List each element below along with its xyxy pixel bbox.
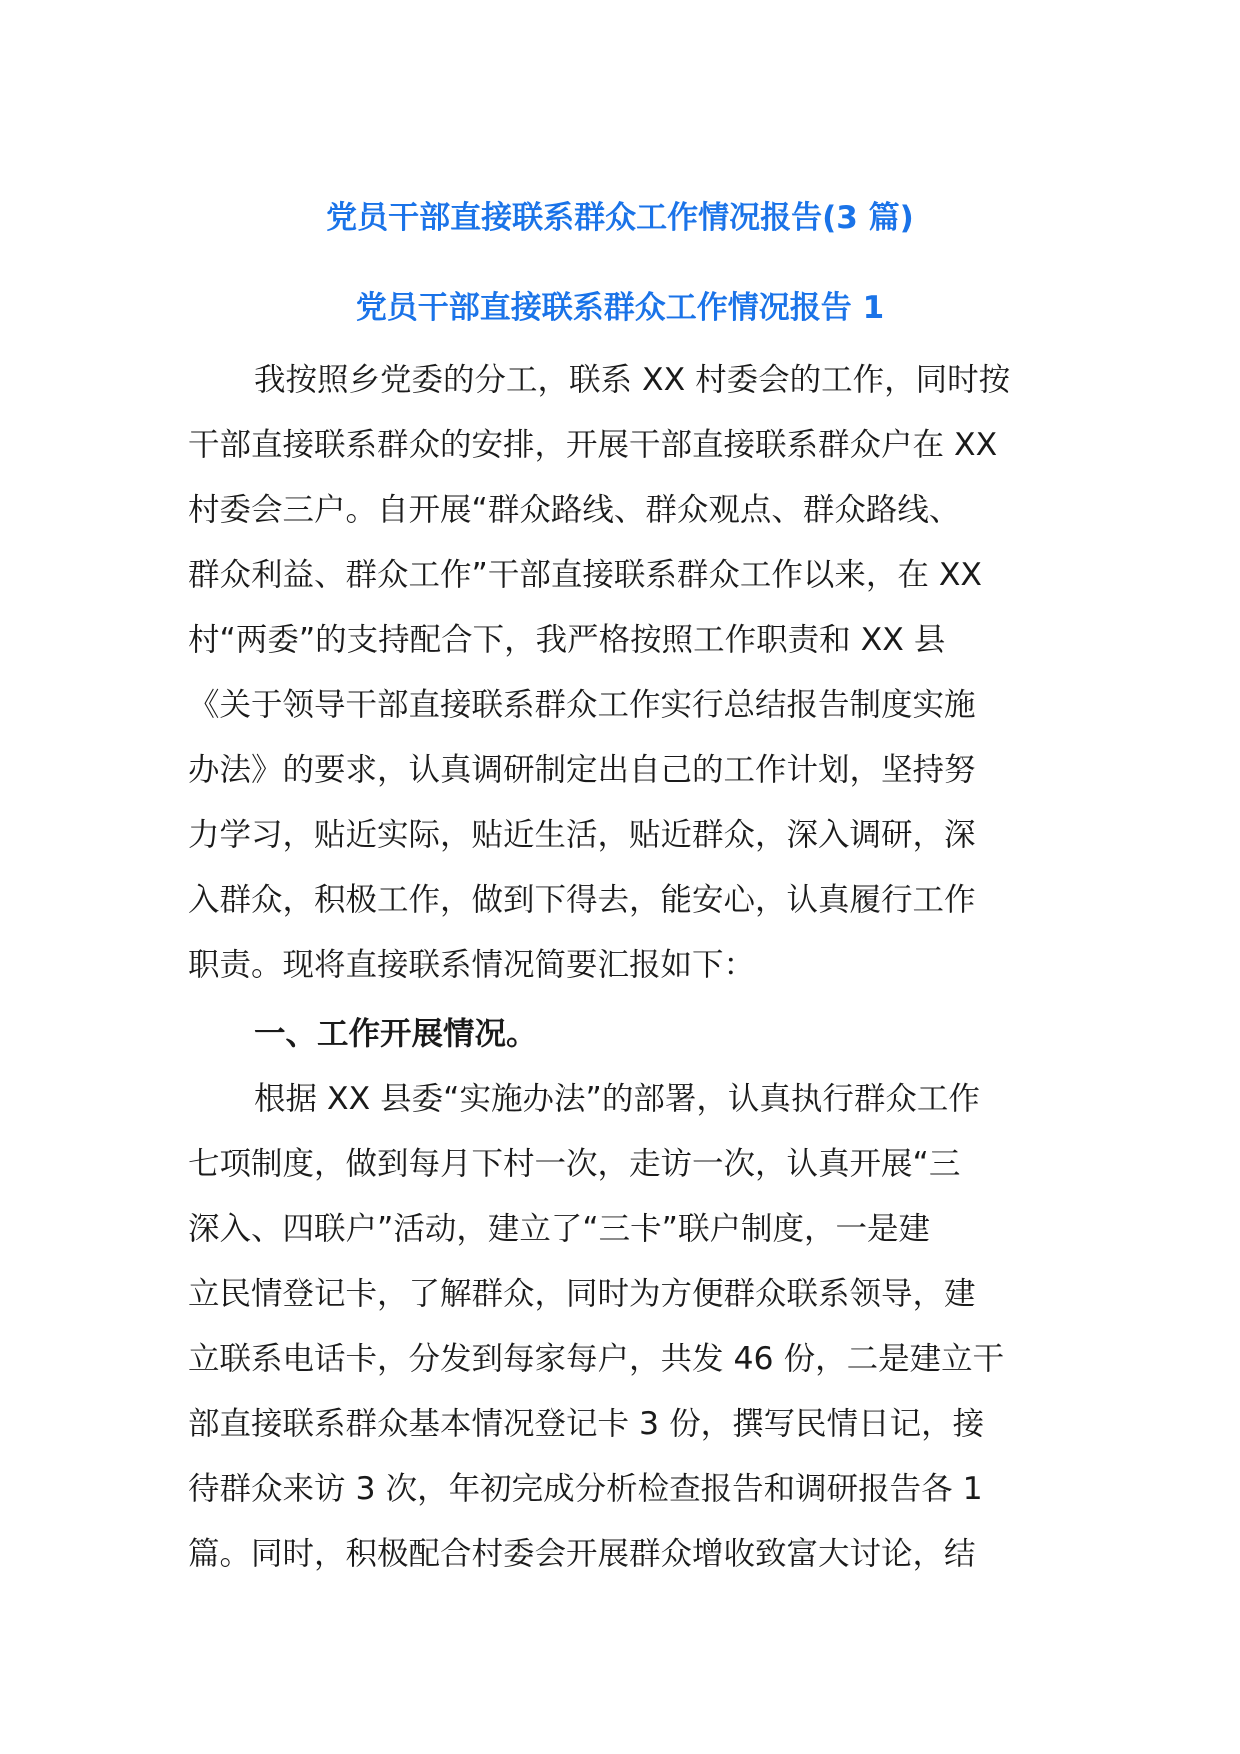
paragraph-line: 职责。现将直接联系情况简要汇报如下： [188, 947, 756, 983]
paragraph-line: 立联系电话卡，分发到每家每户，共发 46 份，二是建立干 [188, 1341, 1005, 1377]
paragraph-line: 根据 XX 县委“实施办法”的部署，认真执行群众工作 [254, 1081, 980, 1117]
paragraph-line: 我按照乡党委的分工，联系 XX 村委会的工作，同时按 [254, 362, 1011, 398]
paragraph-line: 办法》的要求，认真调研制定出自己的工作计划，坚持努 [188, 752, 976, 788]
intro-paragraph [188, 348, 1055, 998]
paragraph-line: 村委会三户。自开展“群众路线、群众观点、群众路线、 [188, 492, 961, 528]
document-title: 党员干部直接联系群众工作情况报告(3 篇) [326, 200, 914, 236]
section-one-paragraph [188, 1067, 1055, 1587]
document-subtitle: 党员干部直接联系群众工作情况报告 1 [355, 290, 885, 326]
paragraph-line: 七项制度，做到每月下村一次，走访一次，认真开展“三 [188, 1146, 961, 1182]
paragraph-line: 入群众，积极工作，做到下得去，能安心，认真履行工作 [188, 882, 976, 918]
paragraph-line: 《关于领导干部直接联系群众工作实行总结报告制度实施 [188, 687, 976, 723]
section-heading: 一、工作开展情况。 [254, 1016, 538, 1052]
paragraph-line: 立民情登记卡，了解群众，同时为方便群众联系领导，建 [188, 1276, 976, 1312]
paragraph-line: 篇。同时，积极配合村委会开展群众增收致富大讨论，结 [188, 1536, 976, 1572]
paragraph-line: 村“两委”的支持配合下，我严格按照工作职责和 XX 县 [188, 622, 946, 658]
paragraph-line: 深入、四联户”活动，建立了“三卡”联户制度，一是建 [188, 1211, 930, 1247]
paragraph-line: 待群众来访 3 次，年初完成分析检查报告和调研报告各 1 [188, 1471, 983, 1507]
paragraph-line: 部直接联系群众基本情况登记卡 3 份，撰写民情日记，接 [188, 1406, 985, 1442]
paragraph-line: 力学习，贴近实际，贴近生活，贴近群众，深入调研，深 [188, 817, 976, 853]
paragraph-line: 群众利益、群众工作”干部直接联系群众工作以来，在 XX [188, 557, 982, 593]
paragraph-line: 干部直接联系群众的安排，开展干部直接联系群众户在 XX [188, 427, 998, 463]
